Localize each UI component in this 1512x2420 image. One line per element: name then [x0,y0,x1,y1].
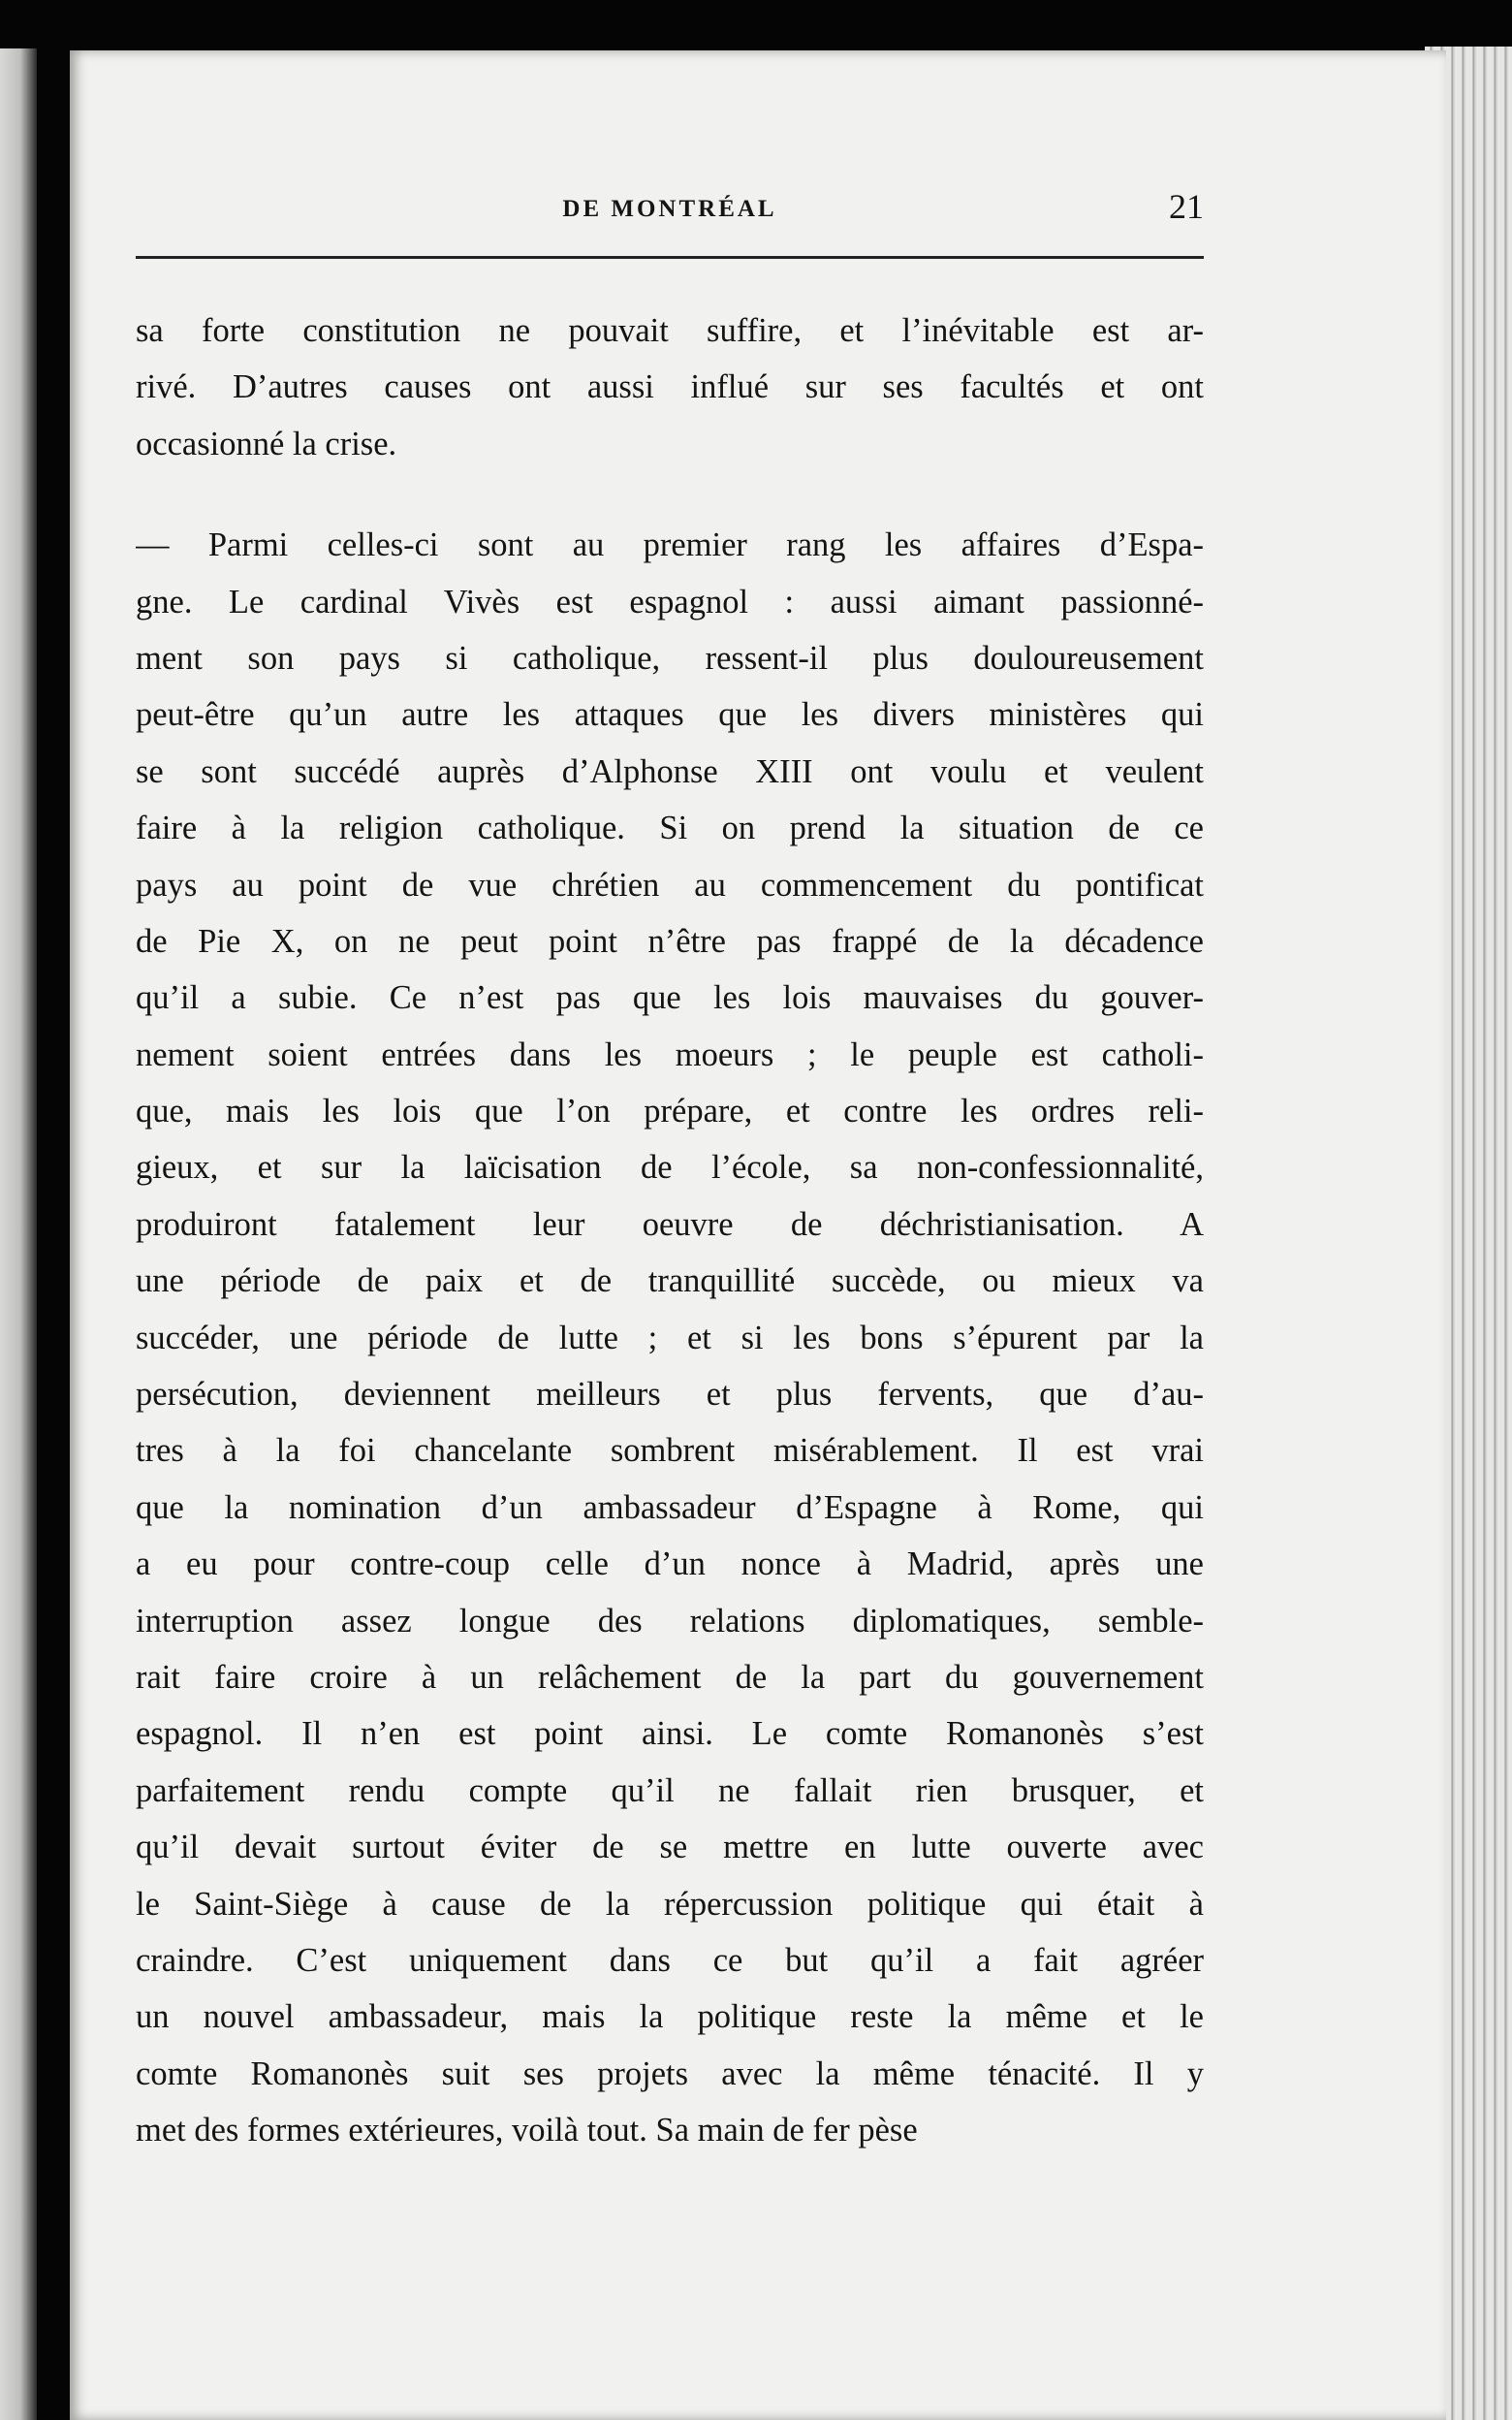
text-line: qu’il devait surtout éviter de se mettre en lutte ouverte avec [136,1829,1204,1866]
running-head: DE MONTRÉAL [562,196,777,222]
body-text [136,302,1204,2159]
text-line: le Saint-Siège à cause de la répercussion politique qui était à [136,1885,1204,1923]
page-number: 21 [1169,187,1204,226]
text-line: espagnol. Il n’en est point ainsi. Le comte Romanonès s’est [136,1715,1204,1753]
text-line: ment son pays si catholique, ressent-il plus douloureusement [136,639,1204,677]
text-line: tres à la foi chancelante sombrent misérablement. Il est vrai [136,1432,1204,1470]
paragraph [136,302,1204,472]
text-line: produiront fatalement leur oeuvre de déchristianisation. A [136,1205,1204,1243]
text-line: une période de paix et de tranquillité succède, ou mieux va [136,1262,1204,1300]
header-rule [136,256,1204,259]
text-line: comte Romanonès suit ses projets avec la même ténacité. Il y [136,2054,1204,2092]
text-line: parfaitement rendu compte qu’il ne fallait rien brusquer, et [136,1771,1204,1809]
text-line: craindre. C’est uniquement dans ce but qu’il a fait agréer [136,1941,1204,1979]
text-line: — Parmi celles-ci sont au premier rang les affaires d’Espa- [136,526,1204,564]
text-line: peut-être qu’un autre les attaques que les divers ministères qui [136,696,1204,734]
paragraph [136,517,1204,2158]
text-line: a eu pour contre-coup celle d’un nonce à Madrid, après une [136,1545,1204,1583]
text-line: met des formes extérieures, voilà tout. Sa main de fer pèse [136,2112,918,2149]
left-page-edge [0,48,37,2420]
text-line: succéder, une période de lutte ; et si les bons s’épurent par la [136,1319,1204,1356]
text-line: gieux, et sur la laïcisation de l’école, sa non-confessionnalité, [136,1149,1204,1187]
text-line: gne. Le cardinal Vivès est espagnol : aussi aimant passionné- [136,583,1204,621]
text-line: occasionné la crise. [136,425,397,462]
text-line: persécution, deviennent meilleurs et plus fervents, que d’au- [136,1376,1204,1414]
text-line: un nouvel ambassadeur, mais la politique reste la même et le [136,1998,1204,2036]
text-line: qu’il a subie. Ce n’est pas que les lois mauvaises du gouver- [136,979,1204,1017]
text-line: que, mais les lois que l’on prépare, et contre les ordres reli- [136,1093,1204,1130]
paragraph-gap [136,472,1204,517]
text-line: faire à la religion catholique. Si on prend la situation de ce [136,810,1204,847]
text-line: sa forte constitution ne pouvait suffire, et l’inévitable est ar- [136,312,1204,349]
text-line: pays au point de vue chrétien au commencement du pontificat [136,866,1204,904]
text-line: interruption assez longue des relations diplomatiques, semble- [136,1602,1204,1640]
text-line: nement soient entrées dans les moeurs ; le peuple est catholi- [136,1035,1204,1073]
text-line: rait faire croire à un relâchement de la part du gouvernement [136,1658,1204,1696]
text-line: se sont succédé auprès d’Alphonse XIII ont voulu et veulent [136,752,1204,790]
text-line: de Pie X, on ne peut point n’être pas frappé de la décadence [136,922,1204,960]
text-line: que la nomination d’un ambassadeur d’Espagne à Rome, qui [136,1488,1204,1526]
text-line: rivé. D’autres causes ont aussi influé sur ses facultés et ont [136,368,1204,406]
page-header [136,182,1204,250]
